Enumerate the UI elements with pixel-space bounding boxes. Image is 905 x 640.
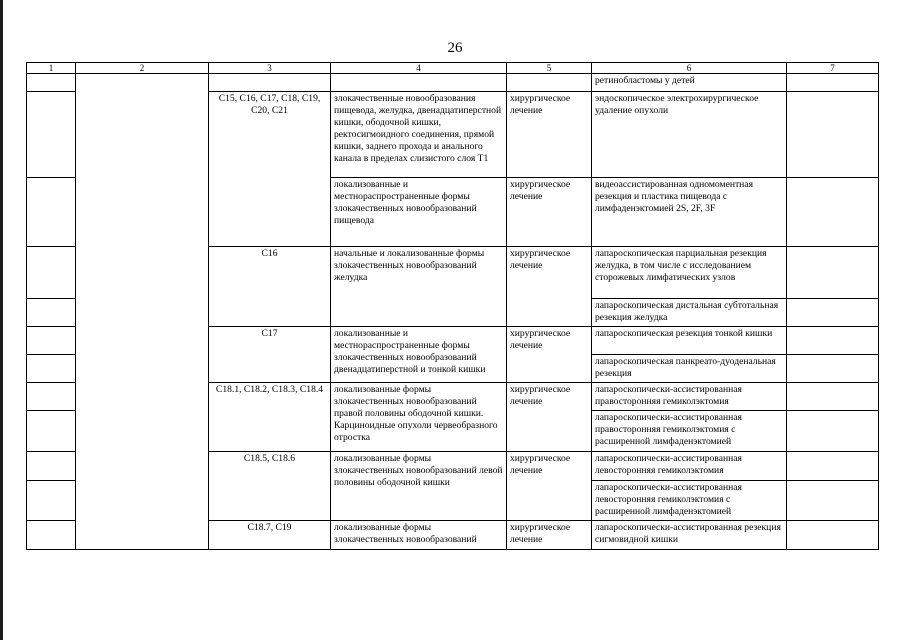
table-cell: лапароскопическая дистальная субтотальная резекция желудка bbox=[592, 299, 787, 327]
table-cell bbox=[787, 411, 879, 452]
table-cell: локализованные формы злокачественных новообразований правой половины ободочной кишки. Карциноидные опухоли червеобразного отростка bbox=[331, 383, 507, 452]
table-cell bbox=[787, 178, 879, 247]
table-cell: лапароскопически-ассистированная правосторонняя гемиколэктомия с расширенной лимфаденэктомией bbox=[592, 411, 787, 452]
page-number: 26 bbox=[447, 40, 463, 56]
table-cell: C18.7, C19 bbox=[209, 521, 331, 550]
table-cell: начальные и локализованные формы злокачественных новообразований желудка bbox=[331, 247, 507, 327]
table-cell: хирургическое лечение bbox=[507, 383, 592, 452]
table-cell: видеоассистированная одномоментная резекция и пластика пищевода с лимфаденэктомией 2S, 2F, 3F bbox=[592, 178, 787, 247]
table-cell bbox=[27, 327, 76, 355]
table-cell bbox=[507, 74, 592, 92]
table-cell: хирургическое лечение bbox=[507, 178, 592, 247]
table-cell bbox=[787, 383, 879, 411]
table-cell: эндоскопическое электрохирургическое удаление опухоли bbox=[592, 92, 787, 178]
table-cell bbox=[209, 74, 331, 92]
table-cell bbox=[27, 452, 76, 481]
table-cell bbox=[27, 92, 76, 178]
column-header: 2 bbox=[76, 63, 209, 74]
table-cell: хирургическое лечение bbox=[507, 92, 592, 178]
table-cell: лапароскопическая резекция тонкой кишки bbox=[592, 327, 787, 355]
table-cell: лапароскопическая парциальная резекция желудка, в том числе с исследованием сторожевых лимфатических узлов bbox=[592, 247, 787, 299]
table-cell: лапароскопическая панкреато-дуоденальная резекция bbox=[592, 355, 787, 383]
table-cell bbox=[787, 355, 879, 383]
column-header: 3 bbox=[209, 63, 331, 74]
table-cell bbox=[787, 74, 879, 92]
document-table bbox=[26, 62, 879, 550]
table-cell: C17 bbox=[209, 327, 331, 383]
table-cell bbox=[787, 299, 879, 327]
table-cell: C18.1, C18.2, C18.3, C18.4 bbox=[209, 383, 331, 452]
table-cell bbox=[787, 521, 879, 550]
column-header: 4 bbox=[331, 63, 507, 74]
column-header: 6 bbox=[592, 63, 787, 74]
table-cell bbox=[27, 299, 76, 327]
table-cell: локализованные и местнораспространенные формы злокачественных новообразований двенадцатиперстной и тонкой кишки bbox=[331, 327, 507, 383]
table-cell: лапароскопически-ассистированная правосторонняя гемиколэктомия bbox=[592, 383, 787, 411]
table-cell: локализованные формы злокачественных новообразований bbox=[331, 521, 507, 550]
table-cell bbox=[787, 247, 879, 299]
table-row bbox=[27, 74, 879, 92]
table-cell: C18.5, C18.6 bbox=[209, 452, 331, 521]
table-cell: C16 bbox=[209, 247, 331, 327]
table-cell: хирургическое лечение bbox=[507, 327, 592, 383]
table-cell bbox=[76, 74, 209, 550]
table-cell bbox=[27, 247, 76, 299]
table-cell bbox=[27, 481, 76, 521]
table-cell: хирургическое лечение bbox=[507, 247, 592, 327]
table-header-row bbox=[27, 63, 879, 74]
table-cell: злокачественные новообразования пищевода, желудка, двенадцатиперстной кишки, ободочной кишки, ректосигмоидного соединения, прямой кишки, заднего прохода и анального канала в пределах слизистого слоя T1 bbox=[331, 92, 507, 178]
table-cell: лапароскопически-ассистированная левосторонняя гемиколэктомия bbox=[592, 452, 787, 481]
table-cell: хирургическое лечение bbox=[507, 452, 592, 521]
table-cell: локализованные формы злокачественных новообразований левой половины ободочной кишки bbox=[331, 452, 507, 521]
table-cell: локализованные и местнораспространенные формы злокачественных новообразований пищевода bbox=[331, 178, 507, 247]
table-cell: ретинобластомы у детей bbox=[592, 74, 787, 92]
table-cell: хирургическое лечение bbox=[507, 521, 592, 550]
table-cell bbox=[27, 178, 76, 247]
table-cell: C15, C16, C17, C18, C19, C20, C21 bbox=[209, 92, 331, 247]
table-cell bbox=[787, 327, 879, 355]
table-cell bbox=[787, 92, 879, 178]
table-cell bbox=[331, 74, 507, 92]
table-cell bbox=[27, 521, 76, 550]
table-cell bbox=[27, 383, 76, 411]
table-cell bbox=[787, 481, 879, 521]
table-cell bbox=[27, 411, 76, 452]
table-cell bbox=[27, 74, 76, 92]
table-cell bbox=[27, 355, 76, 383]
table-cell: лапароскопически-ассистированная резекция сигмовидной кишки bbox=[592, 521, 787, 550]
column-header: 5 bbox=[507, 63, 592, 74]
column-header: 1 bbox=[27, 63, 76, 74]
scan-edge bbox=[0, 0, 3, 640]
table-cell bbox=[787, 452, 879, 481]
column-header: 7 bbox=[787, 63, 879, 74]
table-cell: лапароскопически-ассистированная левосторонняя гемиколэктомия с расширенной лимфаденэктомией bbox=[592, 481, 787, 521]
